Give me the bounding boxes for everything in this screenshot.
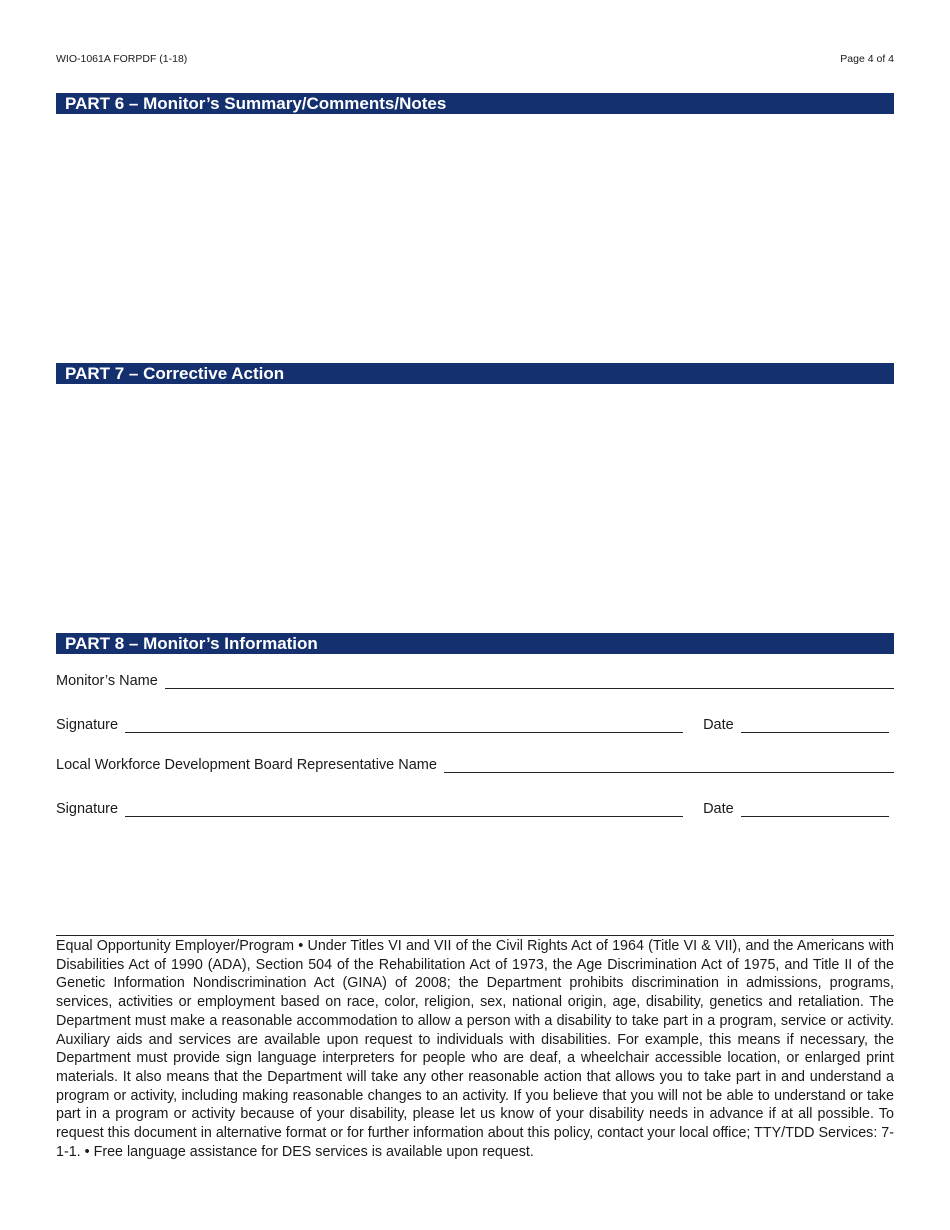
monitor-name-row <box>56 671 894 689</box>
date-label-2: Date <box>703 801 734 817</box>
part8-header: PART 8 – Monitor’s Information <box>56 633 894 654</box>
lwdb-signature-field[interactable] <box>125 801 683 817</box>
monitor-date-field[interactable] <box>741 717 889 733</box>
date-label: Date <box>703 717 734 733</box>
lwdb-signature-row <box>56 799 894 817</box>
equal-opportunity-notice: Equal Opportunity Employer/Program • Under Titles VI and VII of the Civil Rights Act of 1964 (Title VI & VII), and the Americans with Disabilities Act of 1990 (ADA), Section 504 of the Rehabilitation Act of 1973, the Age Discrimination Act of 1975, and Title II of the Genetic Information Nondiscrimination Act (GINA) of 2008; the Department prohibits discrimination in admissions, programs, services, activities or employment based on race, color, religion, sex, national origin, age, disability, genetics and retaliation. The Department must make a reasonable accommodation to allow a person with a disability to take part in a program, service or activity. Auxiliary aids and services are available upon request to individuals with disabilities. For example, this means if necessary, the Department must provide sign language interpreters for people who are deaf, a wheelchair accessible location, or enlarged print materials. It also means that the Department will take any other reasonable action that allows you to take part in and understand a program or activity, including making reasonable changes to an activity. If you believe that you will not be able to understand or take part in a program or activity because of your disability, please let us know of your disability needs in advance if at all possible. To request this document in alternative format or for further information about this policy, contact your local office; TTY/TDD Services: 7-1-1. • Free language assistance for DES services is available upon request. <box>56 938 894 1160</box>
part7-header: PART 7 – Corrective Action <box>56 363 894 384</box>
part6-notes-area[interactable] <box>56 115 894 362</box>
lwdb-rep-name-field[interactable] <box>444 757 894 773</box>
signature-label: Signature <box>56 717 119 733</box>
page-number: Page 4 of 4 <box>840 53 894 65</box>
footer-divider <box>56 935 894 936</box>
monitor-signature-row <box>56 715 894 733</box>
part7-corrective-action-area[interactable] <box>56 385 894 632</box>
lwdb-rep-name-row <box>56 755 894 773</box>
lwdb-date-field[interactable] <box>741 801 889 817</box>
monitor-name-field[interactable] <box>165 673 894 689</box>
monitor-name-label: Monitor’s Name <box>56 673 158 689</box>
form-id: WIO-1061A FORPDF (1-18) <box>56 53 188 65</box>
lwdb-rep-name-label: Local Workforce Development Board Representative Name <box>56 757 437 773</box>
part6-header: PART 6 – Monitor’s Summary/Comments/Notes <box>56 93 894 114</box>
signature-label-2: Signature <box>56 801 119 817</box>
monitor-signature-field[interactable] <box>125 717 683 733</box>
